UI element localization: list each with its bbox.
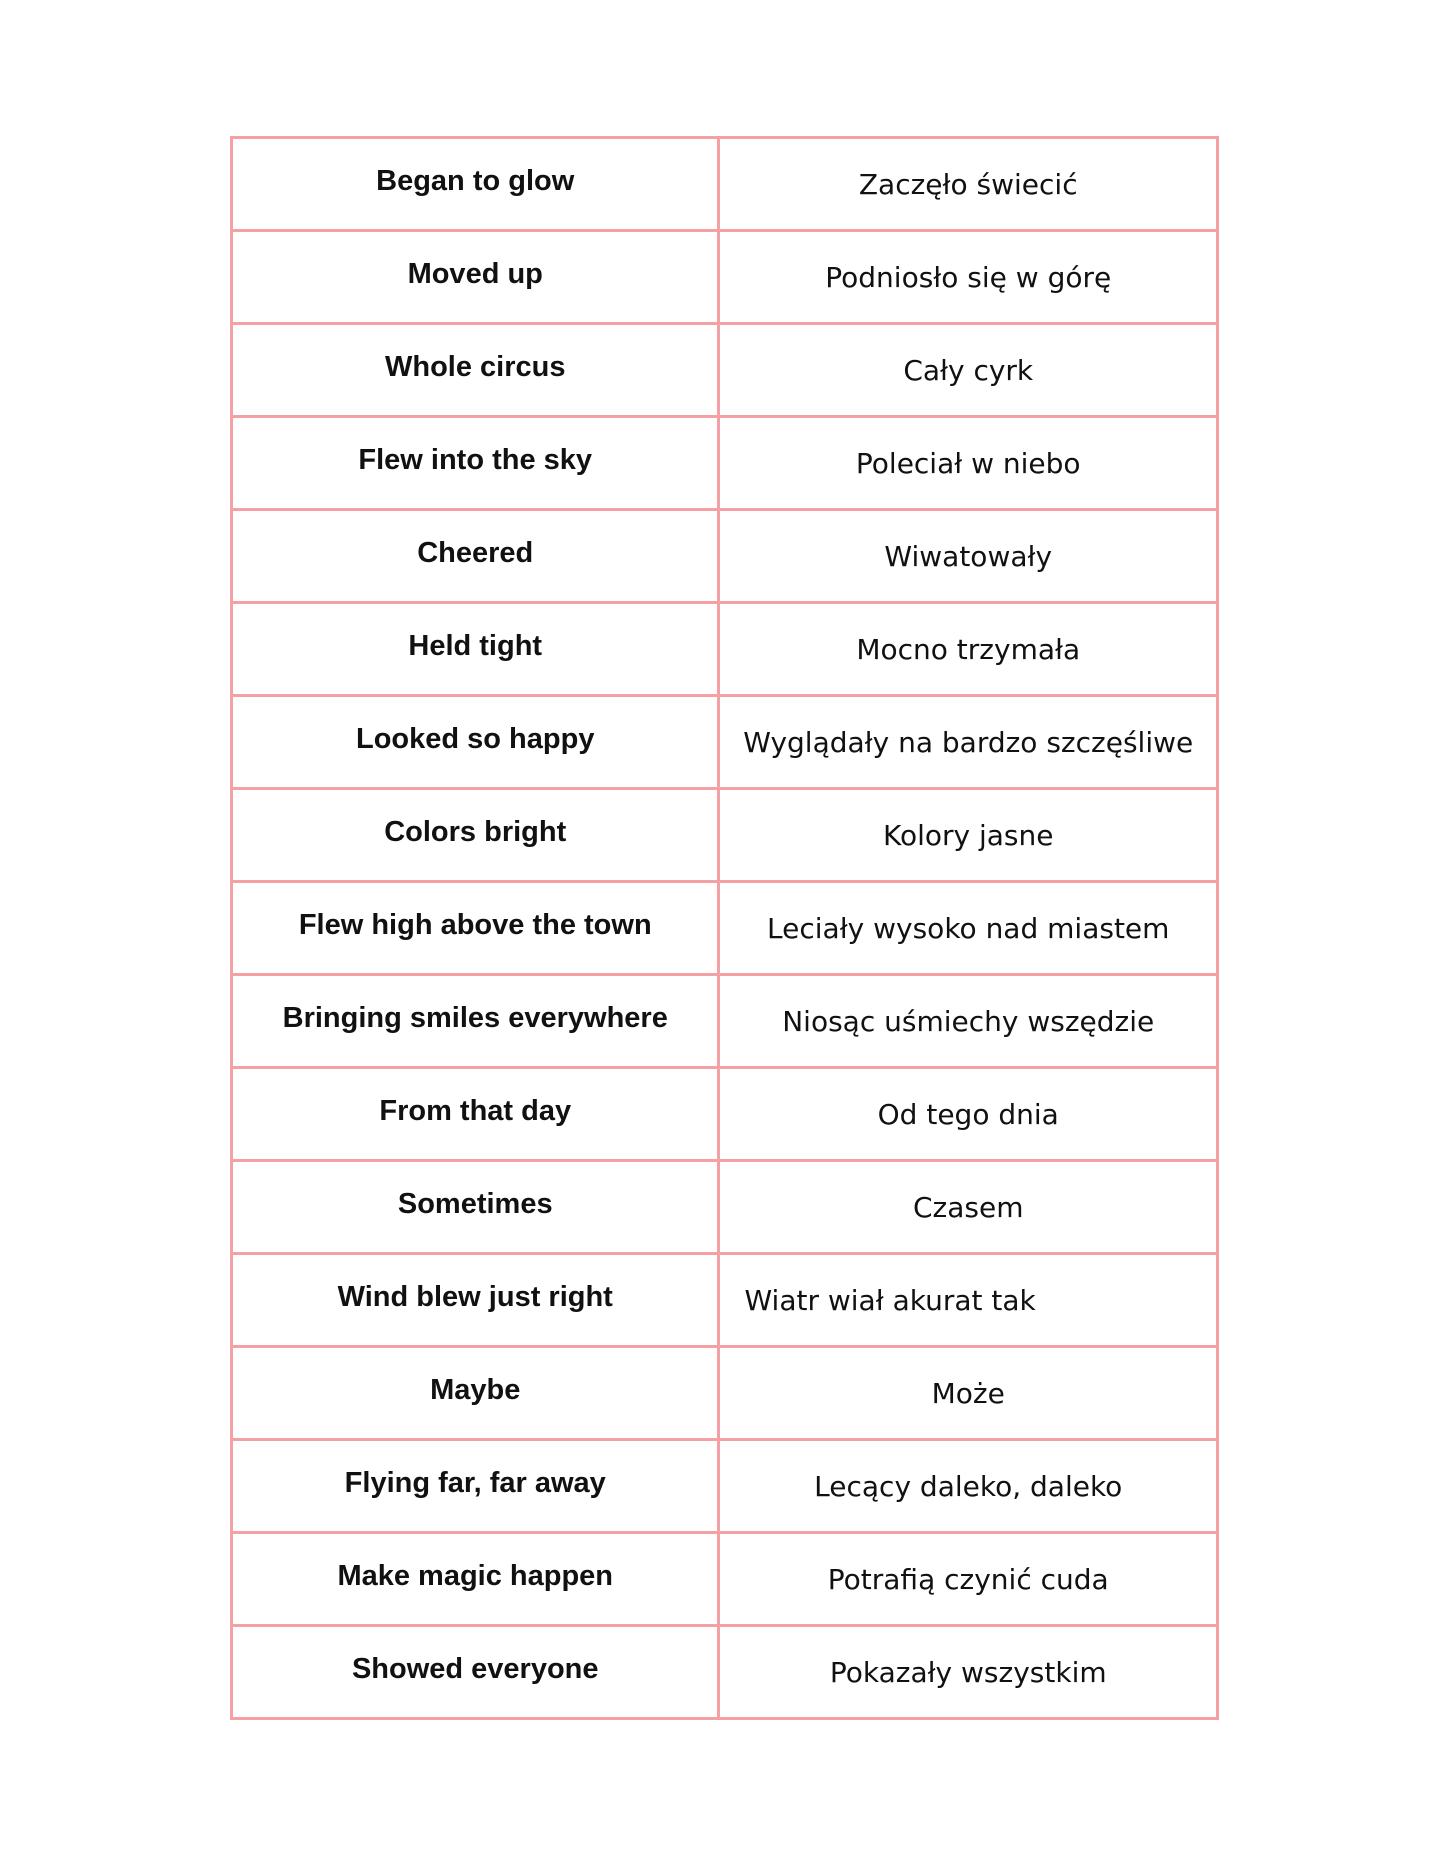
table-row — [232, 975, 1218, 1068]
polish-translation: Od tego dnia — [719, 1068, 1218, 1161]
polish-translation: Wyglądały na bardzo szczęśliwe — [719, 696, 1218, 789]
english-phrase: Flying far, far away — [232, 1440, 719, 1533]
table-row — [232, 1440, 1218, 1533]
english-phrase: Bringing smiles everywhere — [232, 975, 719, 1068]
table-row — [232, 1626, 1218, 1719]
english-phrase: From that day — [232, 1068, 719, 1161]
polish-translation: Może — [719, 1347, 1218, 1440]
english-phrase: Maybe — [232, 1347, 719, 1440]
polish-translation: Wiwatowały — [719, 510, 1218, 603]
english-phrase: Cheered — [232, 510, 719, 603]
table-row — [232, 138, 1218, 231]
polish-translation: Potrafią czynić cuda — [719, 1533, 1218, 1626]
polish-translation: Zaczęło świecić — [719, 138, 1218, 231]
table-row — [232, 1347, 1218, 1440]
english-phrase: Began to glow — [232, 138, 719, 231]
english-phrase: Wind blew just right — [232, 1254, 719, 1347]
table-row — [232, 231, 1218, 324]
table-row — [232, 1533, 1218, 1626]
polish-translation: Kolory jasne — [719, 789, 1218, 882]
english-phrase: Looked so happy — [232, 696, 719, 789]
polish-translation: Lecący daleko, daleko — [719, 1440, 1218, 1533]
english-phrase: Flew into the sky — [232, 417, 719, 510]
table-row — [232, 789, 1218, 882]
table-row — [232, 603, 1218, 696]
english-phrase: Showed everyone — [232, 1626, 719, 1719]
english-phrase: Moved up — [232, 231, 719, 324]
english-phrase: Make magic happen — [232, 1533, 719, 1626]
polish-translation: Mocno trzymała — [719, 603, 1218, 696]
table-row — [232, 1254, 1218, 1347]
polish-translation: Czasem — [719, 1161, 1218, 1254]
english-phrase: Flew high above the town — [232, 882, 719, 975]
table-row — [232, 417, 1218, 510]
english-phrase: Sometimes — [232, 1161, 719, 1254]
table-row — [232, 510, 1218, 603]
table-row — [232, 1161, 1218, 1254]
polish-translation: Niosąc uśmiechy wszędzie — [719, 975, 1218, 1068]
table-row — [232, 324, 1218, 417]
english-phrase: Held tight — [232, 603, 719, 696]
vocabulary-table — [230, 136, 1219, 1720]
polish-translation: Cały cyrk — [719, 324, 1218, 417]
polish-translation: Poleciał w niebo — [719, 417, 1218, 510]
table-row — [232, 696, 1218, 789]
polish-translation: Wiatr wiał akurat tak — [719, 1254, 1218, 1347]
table-row — [232, 1068, 1218, 1161]
table-row — [232, 882, 1218, 975]
polish-translation: Podniosło się w górę — [719, 231, 1218, 324]
english-phrase: Whole circus — [232, 324, 719, 417]
polish-translation: Leciały wysoko nad miastem — [719, 882, 1218, 975]
english-phrase: Colors bright — [232, 789, 719, 882]
polish-translation: Pokazały wszystkim — [719, 1626, 1218, 1719]
